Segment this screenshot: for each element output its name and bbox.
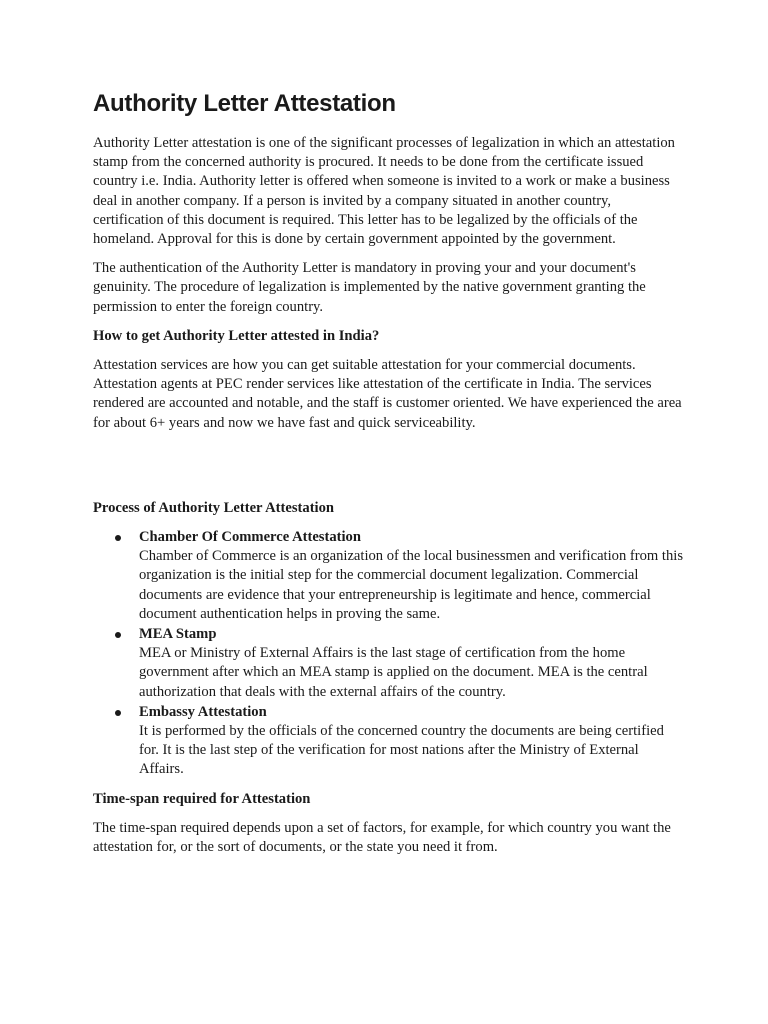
section-heading-process: Process of Authority Letter Attestation [93,499,335,516]
section-how-paragraph: Attestation services are how you can get suitable attestation for your commercial documents. Attestation agents at PEC render services like attestation of the certificate in India. The services rendered are accounted and notable, and the staff is customer oriented. We have experienced the area for about 6+ years and now we have fast and quick serviceability. [93,357,682,431]
process-list [93,528,683,780]
section-time-paragraph: The time-span required depends upon a set of factors, for example, for which country you want the attestation for, or the sort of documents, or the state you need it from. [93,819,671,856]
section-heading-how: How to get Authority Letter attested in India? [93,327,380,344]
list-item-title: Embassy Attestation [139,703,267,720]
intro-paragraph-2: The authentication of the Authority Letter is mandatory in proving your and your document's genuinity. The procedure of legalization is implemented by the native government granting the permission to enter the foreign country. [93,260,646,315]
bullet-icon [115,535,121,541]
section-heading-time: Time-span required for Attestation [93,790,311,807]
list-item [93,528,683,624]
list-item-title: MEA Stamp [139,626,217,643]
bullet-icon [115,632,121,638]
page-title: Authority Letter Attestation [93,90,396,117]
intro-paragraph-1: Authority Letter attestation is one of the significant processes of legalization in which an attestation stamp from the concerned authority is procured. It needs to be done from the certificate issued country i.e. India. Authority letter is offered when someone is invited to a work or make a business deal in another company. If a person is invited by a company situated in another country, certification of this document is required. This letter has to be legalized by the officials of the homeland. Approval for this is done by certain government appointed by the government. [93,135,675,248]
document-page [93,88,683,867]
list-item-text: It is performed by the officials of the concerned country the documents are being certified for. It is the last step of the verification for most nations after the Ministry of External Affairs. [139,723,664,778]
list-item [93,625,683,702]
list-item [93,703,683,780]
spacer [93,443,683,499]
bullet-icon [115,710,121,716]
list-item-text: Chamber of Commerce is an organization of the local businessmen and verification from this organization is the initial step for the commercial document legalization. Commercial documents are evidence that your entrepreneurship is legitimate and hence, commercial document authentication helps in proving the same. [139,548,684,622]
list-item-title: Chamber Of Commerce Attestation [139,529,361,546]
list-item-text: MEA or Ministry of External Affairs is the last stage of certification from the home government after which an MEA stamp is applied on the document. MEA is the central authorization that deals with the external affairs of the country. [139,645,648,700]
